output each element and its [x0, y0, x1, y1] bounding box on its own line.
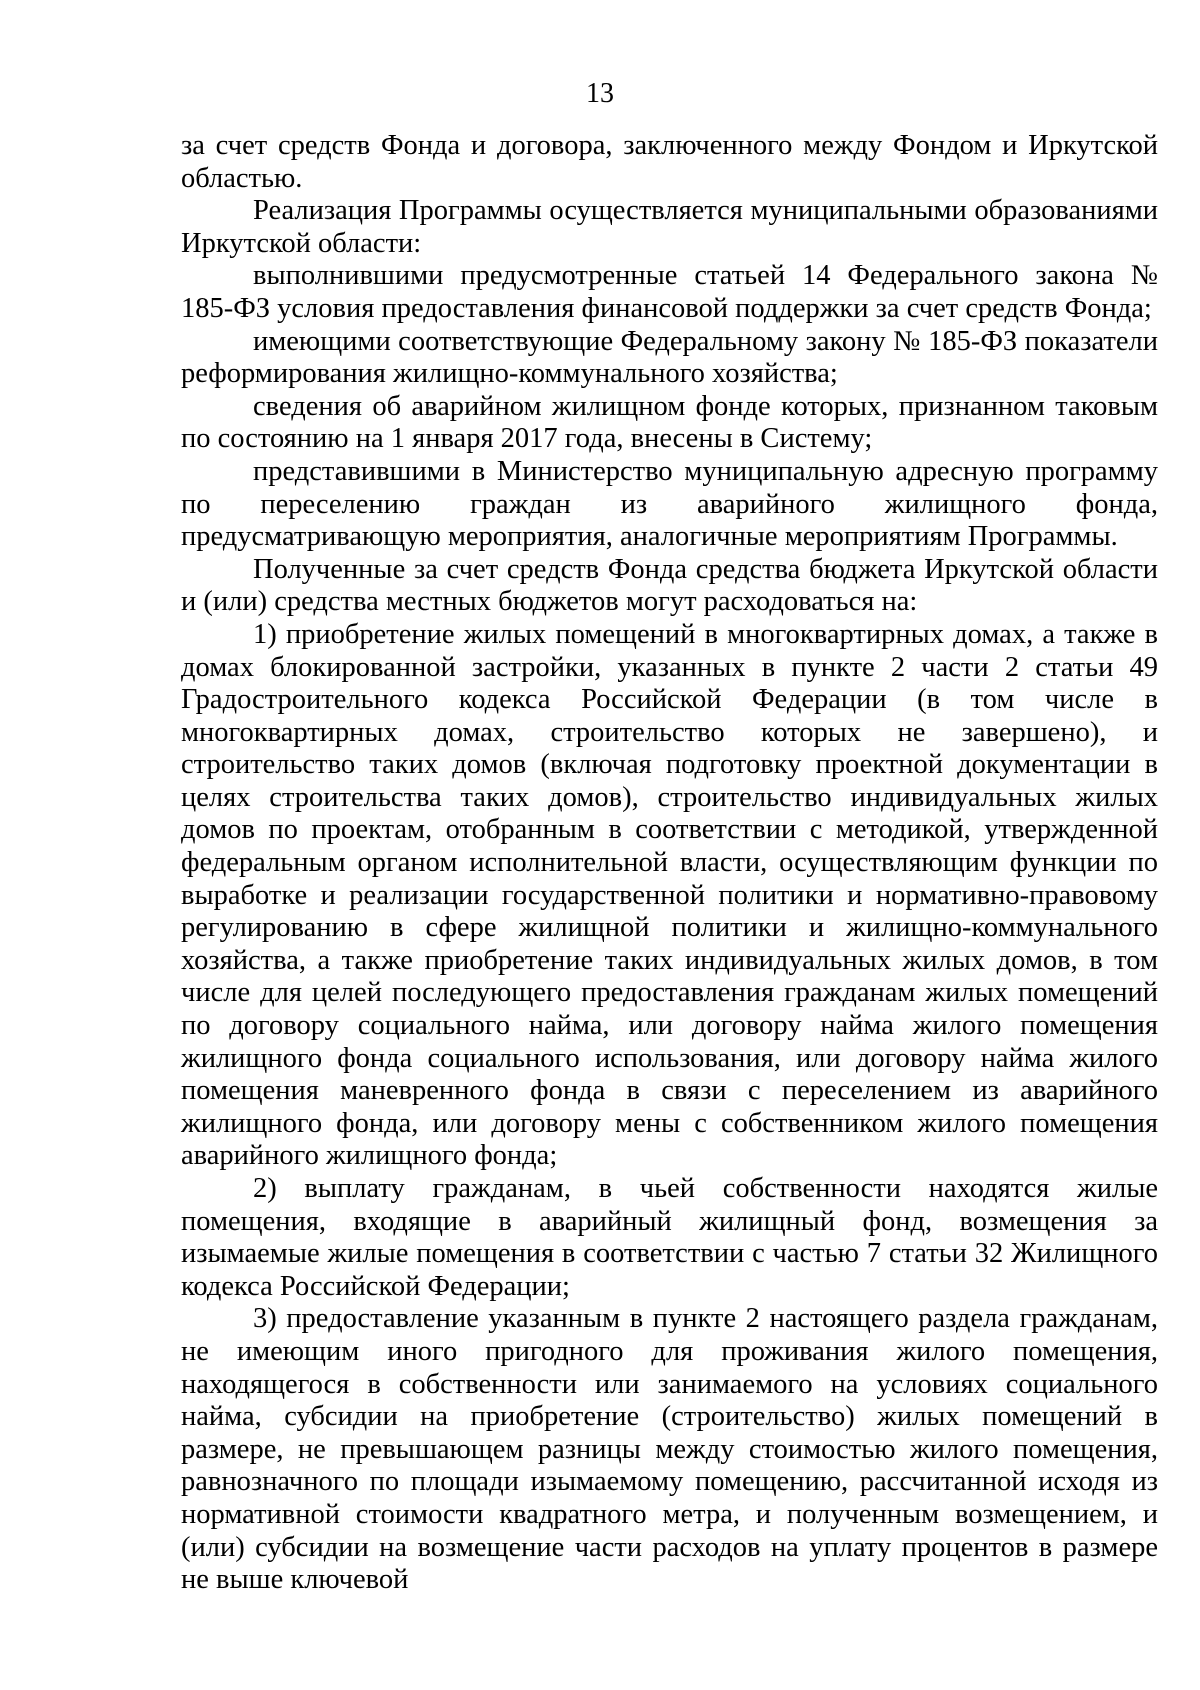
- paragraph-condition-fulfilled: выполнившими предусмотренные статьей 14 Федерального закона № 185-ФЗ условия предоставления финансовой поддержки за счет средств Фонда;: [181, 260, 1158, 324]
- paragraph-condition-indicators: имеющими соответствующие Федеральному закону № 185-ФЗ показатели реформирования жилищно-коммунального хозяйства;: [181, 325, 1158, 390]
- paragraph-continuation: за счет средств Фонда и договора, заключенного между Фондом и Иркутской областью.: [181, 130, 1158, 194]
- paragraph-program-implementation: Реализация Программы осуществляется муниципальными образованиями Иркутской области:: [181, 195, 1158, 259]
- paragraph-item-1: 1) приобретение жилых помещений в многоквартирных домах, а также в домах блокированной застройки, указанных в пункте 2 части 2 статьи 49 Градостроительного кодекса Российской Федерации (в том числе в многоквартирных домах, строительство которых не завершено), и строительство таких домов (включая подготовку проектной документации в целях строительства таких домов), строительство индивидуальных жилых домов по проектам, отобранным в соответствии с методикой, утвержденной федеральным органом исполнительной власти, осуществляющим функции по выработке и реализации государственной политики и нормативно-правовому регулированию в сфере жилищной политики и жилищно-коммунального хозяйства, а также приобретение таких индивидуальных жилых домов, в том числе для целей последующего предоставления гражданам жилых помещений по договору социального найма, или договору найма жилого помещения жилищного фонда социального использования, или договору найма жилого помещения маневренного фонда в связи с переселением из аварийного жилищного фонда, или договору мены с собственником жилого помещения аварийного жилищного фонда;: [181, 618, 1158, 1172]
- page-number: 13: [586, 78, 614, 109]
- document-body: [181, 130, 1158, 1597]
- paragraph-funds-usage: Полученные за счет средств Фонда средства бюджета Иркутской области и (или) средства местных бюджетов могут расходоваться на:: [181, 553, 1158, 618]
- paragraph-condition-registry: сведения об аварийном жилищном фонде которых, признанном таковым по состоянию на 1 января 2017 года, внесены в Систему;: [181, 390, 1158, 455]
- paragraph-item-3: 3) предоставление указанным в пункте 2 настоящего раздела гражданам, не имеющим иного пригодного для проживания жилого помещения, находящегося в собственности или занимаемого на условиях социального найма, субсидии на приобретение (строительство) жилых помещений в размере, не превышающем разницы между стоимостью жилого помещения, равнозначного по площади изымаемому помещению, рассчитанной исходя из нормативной стоимости квадратного метра, и полученным возмещением, и (или) субсидии на возмещение части расходов на уплату процентов в размере не выше ключевой: [181, 1303, 1158, 1596]
- paragraph-item-2: 2) выплату гражданам, в чьей собственности находятся жилые помещения, входящие в аварийный жилищный фонд, возмещения за изымаемые жилые помещения в соответствии с частью 7 статьи 32 Жилищного кодекса Российской Федерации;: [181, 1173, 1158, 1302]
- paragraph-condition-municipal-program: представившими в Министерство муниципальную адресную программу по переселению граждан из аварийного жилищного фонда, предусматривающую мероприятия, аналогичные мероприятиям Программы.: [181, 455, 1158, 553]
